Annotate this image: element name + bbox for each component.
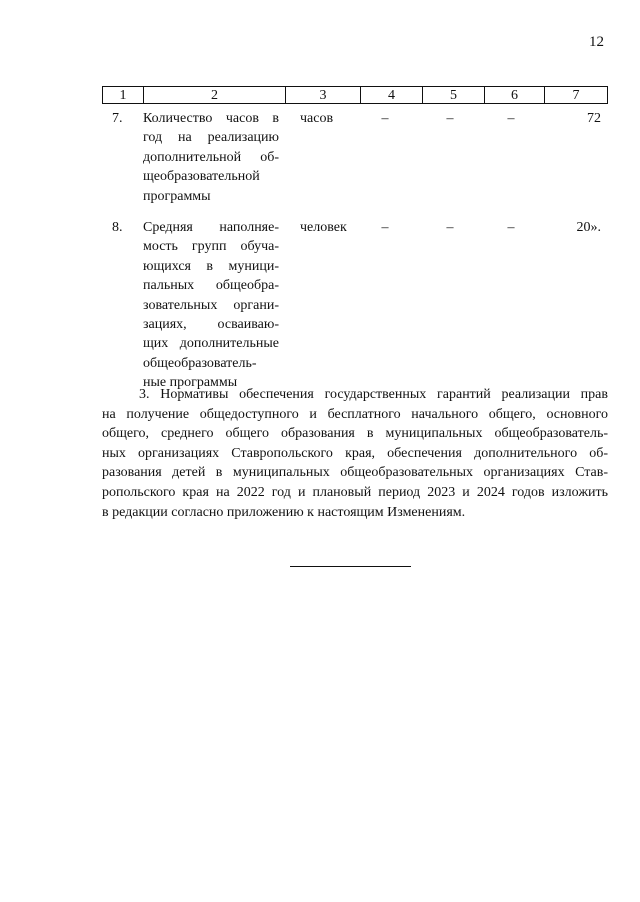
row-col-5: –: [446, 111, 454, 126]
row-col-4: –: [381, 111, 389, 126]
row-name-line: ные программы: [143, 375, 238, 391]
page-number: 12: [589, 34, 604, 50]
header-col-4: 4: [361, 87, 423, 103]
header-col-6: 6: [485, 87, 545, 103]
row-name-line: Количество часов в: [143, 111, 279, 126]
row-name-line: щеобразовательной: [143, 169, 260, 185]
row-col-6: –: [507, 220, 515, 235]
header-col-5: 5: [423, 87, 485, 103]
paragraph-line: 3. Нормативы обеспечения государственных гарантий реализации прав: [139, 387, 608, 402]
row-name-line: Средняя наполняе-: [143, 220, 279, 235]
paragraph-line: на получение общедоступного и бесплатного начального общего, основного: [102, 406, 608, 422]
row-unit: человек: [300, 220, 347, 235]
row-name-line: щих дополнительные: [143, 336, 279, 352]
header-col-2: 2: [144, 87, 286, 103]
row-name-line: дополнительной об-: [143, 149, 279, 165]
row-name-line: зациях, осваиваю-: [143, 317, 279, 333]
row-name-line: год на реализацию: [143, 130, 279, 146]
row-col-4: –: [381, 220, 389, 235]
header-col-1: 1: [103, 87, 144, 103]
row-value: 72: [587, 111, 601, 126]
table-header-row: [102, 86, 608, 104]
row-name-line: программы: [143, 188, 211, 204]
row-name: [143, 109, 279, 206]
paragraph-line: разования детей в муниципальных общеобразовательных организациях Став-: [102, 465, 608, 481]
row-name: [143, 218, 279, 393]
paragraph-line: ропольского края на 2022 год и плановый период 2023 и 2024 годов изложить: [102, 484, 608, 500]
paragraph-line: ных организациях Ставропольского края, обеспечения дополнительного об-: [102, 445, 608, 461]
row-number: 8.: [112, 220, 123, 235]
paragraph-line: общего, среднего общего образования в муниципальных общеобразователь-: [102, 426, 608, 442]
row-number: 7.: [112, 111, 123, 126]
row-col-6: –: [507, 111, 515, 126]
row-name-line: зовательных органи-: [143, 297, 279, 313]
header-col-3: 3: [286, 87, 361, 103]
row-col-5: –: [446, 220, 454, 235]
body-paragraph: [102, 385, 608, 522]
row-name-line: ющихся в муници-: [143, 258, 279, 274]
row-name-line: пальных общеобра-: [143, 278, 279, 294]
header-col-7: 7: [572, 88, 580, 103]
paragraph-line: в редакции согласно приложению к настоящим Изменениям.: [102, 504, 466, 520]
row-name-line: мость групп обуча-: [143, 239, 279, 255]
row-unit: часов: [300, 111, 334, 126]
row-name-line: общеобразователь-: [143, 355, 257, 371]
end-rule: [290, 566, 411, 567]
row-value: 20».: [576, 220, 601, 235]
